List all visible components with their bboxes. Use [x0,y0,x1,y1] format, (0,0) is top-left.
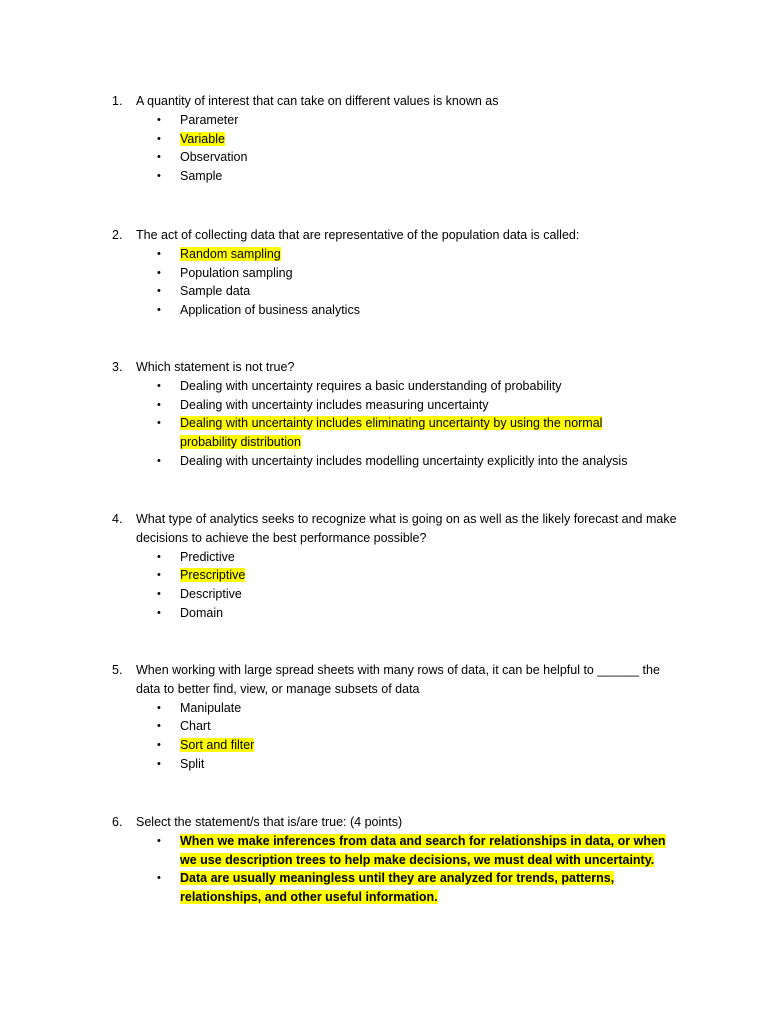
option-text: Observation [180,150,248,165]
option-item [112,548,682,567]
option-item [112,282,682,301]
bullet-icon: • [157,151,161,164]
bullet-icon: • [157,266,161,279]
option-text: Predictive [180,549,235,564]
bullet-icon: • [157,834,161,847]
bullet-icon: • [157,417,161,430]
option-item [112,566,682,585]
question-number: 3. [112,360,123,374]
option-item [112,717,682,736]
question-2 [112,226,682,320]
option-item [112,130,682,149]
highlighted-answer: Sort and filter [180,738,255,753]
option-text: Descriptive [180,587,242,602]
question-3 [112,358,682,471]
question-text: A quantity of interest that can take on different values is known as [136,94,499,108]
bullet-icon: • [157,285,161,298]
option-item [112,585,682,604]
option-item [112,414,650,452]
option-list [112,111,682,186]
highlighted-answer: When we make inferences from data and search for relationships in data, or when we use description trees to help make decisions, we must deal with uncertainty. [180,833,666,867]
option-text: Dealing with uncertainty includes modelling uncertainty explicitly into the analysis [180,453,628,468]
option-text: Dealing with uncertainty includes measuring uncertainty [180,397,489,412]
option-item [112,148,682,167]
question-text: When working with large spread sheets with many rows of data, it can be helpful to ______ the data to better find, view, or manage subsets of data [136,663,660,696]
option-list [112,832,682,907]
bullet-icon: • [157,132,161,145]
option-list [112,377,682,471]
option-item [112,396,682,415]
highlighted-answer: Prescriptive [180,568,246,583]
question-1 [112,92,682,186]
highlighted-answer: Random sampling [180,246,281,261]
question-number: 1. [112,94,123,108]
option-text: Dealing with uncertainty requires a basic understanding of probability [180,378,562,393]
bullet-icon: • [157,720,161,733]
option-item [112,111,682,130]
option-list [112,699,682,774]
question-5 [112,661,682,774]
question-number: 6. [112,815,123,829]
bullet-icon: • [157,247,161,260]
option-text: Parameter [180,112,239,127]
bullet-icon: • [157,398,161,411]
option-text: Population sampling [180,265,293,280]
bullet-icon: • [157,113,161,126]
bullet-icon: • [157,454,161,467]
highlighted-answer: Dealing with uncertainty includes eliminating uncertainty by using the normal probability distribution [180,416,603,450]
option-list [112,245,682,320]
question-6 [112,813,682,907]
option-item [112,736,682,755]
question-number: 2. [112,228,123,242]
bullet-icon: • [157,872,161,885]
option-item [112,301,682,320]
option-item [112,452,682,471]
option-text: Split [180,756,205,771]
bullet-icon: • [157,170,161,183]
bullet-icon: • [157,379,161,392]
question-4 [112,510,682,623]
question-text: Select the statement/s that is/are true: (4 points) [136,815,403,829]
question-text: Which statement is not true? [136,360,295,374]
option-text: Chart [180,719,211,734]
option-text: Manipulate [180,700,242,715]
bullet-icon: • [157,569,161,582]
option-item [112,377,682,396]
option-item [112,264,682,283]
bullet-icon: • [157,550,161,563]
question-text: The act of collecting data that are representative of the population data is called: [136,228,580,242]
option-text: Sample data [180,284,251,299]
highlighted-answer: Variable [180,131,225,146]
highlighted-answer: Data are usually meaningless until they are analyzed for trends, patterns, relationships, and other useful information. [180,871,615,905]
bullet-icon: • [157,304,161,317]
option-item [112,869,630,907]
bullet-icon: • [157,757,161,770]
question-number: 5. [112,663,123,677]
question-number: 4. [112,512,123,526]
option-item [112,755,682,774]
question-text: What type of analytics seeks to recognize what is going on as well as the likely forecast and make decisions to achieve the best performance possible? [136,512,677,545]
bullet-icon: • [157,739,161,752]
option-item [112,699,682,718]
option-text: Sample [180,169,223,184]
option-list [112,548,682,623]
option-item [112,604,682,623]
option-text: Application of business analytics [180,303,360,318]
option-item [112,832,680,870]
option-item [112,245,682,264]
option-item [112,167,682,186]
option-text: Domain [180,605,224,620]
bullet-icon: • [157,588,161,601]
bullet-icon: • [157,701,161,714]
bullet-icon: • [157,606,161,619]
